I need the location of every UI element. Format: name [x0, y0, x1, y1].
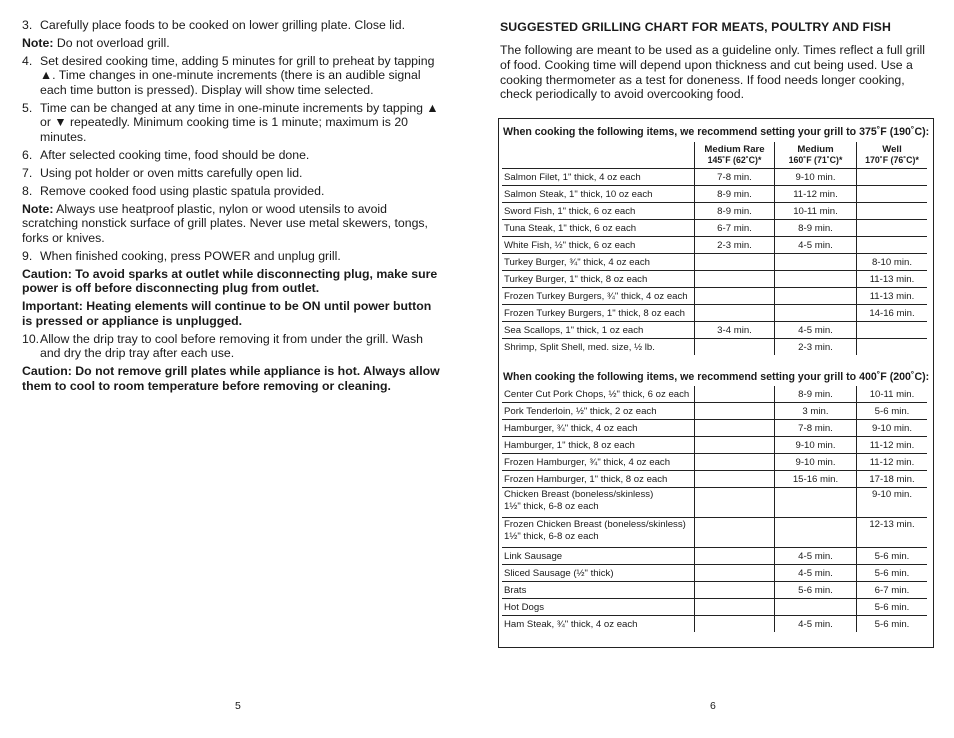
- table-row: [502, 454, 927, 471]
- step-text: Time can be changed at any time in one-minute increments by tapping ▲ or ▼ repeatedly. Minimum cooking time is 1 minute; maximum is 20 minutes.: [40, 100, 439, 145]
- cell-medium-rare: [695, 616, 775, 633]
- cell-well: 11-12 min.: [857, 437, 928, 454]
- cell-well: 9-10 min.: [857, 420, 928, 437]
- list-item: [22, 101, 442, 145]
- cell-item: [502, 616, 695, 633]
- item-name: Brats: [504, 584, 527, 596]
- cell-medium: 5-6 min.: [775, 582, 857, 599]
- step-number: 5.: [22, 100, 33, 115]
- cell-medium-rare: [695, 565, 775, 582]
- note-label: Note:: [22, 201, 54, 216]
- section-heading-375: When cooking the following items, we recommend setting your grill to 375˚F (190˚C):: [503, 126, 930, 138]
- cell-well: 8-10 min.: [857, 254, 928, 271]
- cell-item: [502, 488, 695, 518]
- cell-well: 11-13 min.: [857, 288, 928, 305]
- table-row: [502, 420, 927, 437]
- table-row: [502, 565, 927, 582]
- cell-well: 6-7 min.: [857, 582, 928, 599]
- note-text: Always use heatproof plastic, nylon or wood utensils to avoid scratching nonstick surface of grill plates. Never use metal skewers, tongs, forks or knives.: [22, 201, 428, 245]
- table-row: [502, 203, 927, 220]
- list-item: [22, 18, 442, 33]
- cell-medium: 8-9 min.: [775, 220, 857, 237]
- step-number: 3.: [22, 18, 33, 32]
- item-name: Turkey Burger, 1" thick, 8 oz each: [504, 273, 648, 285]
- header-temp: 170˚F (76˚C)*: [865, 155, 919, 165]
- cell-medium-rare: 8-9 min.: [695, 186, 775, 203]
- cell-medium: 4-5 min.: [775, 548, 857, 565]
- item-name: Frozen Turkey Burgers, 1" thick, 8 oz each: [504, 307, 685, 319]
- step-text: Remove cooked food using plastic spatula provided.: [40, 183, 325, 198]
- item-name: Chicken Breast (boneless/skinless): [504, 489, 654, 500]
- cell-item: [502, 565, 695, 582]
- cell-medium: 4-5 min.: [775, 322, 857, 339]
- header-label: Medium: [797, 144, 834, 155]
- step-text: Allow the drip tray to cool before removing it from under the grill. Wash and dry the drip tray after each use.: [40, 331, 423, 361]
- steps-list: [22, 54, 442, 199]
- table-row: [502, 471, 927, 488]
- item-name: Salmon Filet, 1" thick, 4 oz each: [504, 171, 641, 183]
- item-name: Frozen Hamburger, 1" thick, 8 oz each: [504, 473, 668, 485]
- step-text: After selected cooking time, food should be done.: [40, 147, 310, 162]
- item-name: Center Cut Pork Chops, ½" thick, 6 oz each: [504, 388, 690, 400]
- cell-well: 5-6 min.: [857, 548, 928, 565]
- cell-item: [502, 237, 695, 254]
- header-medium-rare: [695, 142, 775, 169]
- cell-well: [857, 322, 928, 339]
- cell-item: [502, 305, 695, 322]
- note-utensils: [22, 202, 442, 246]
- header-well: [857, 142, 928, 169]
- cell-well: [857, 339, 928, 356]
- table-row: [502, 254, 927, 271]
- cell-item: [502, 386, 695, 403]
- header-temp: 160˚F (71˚C)*: [788, 155, 843, 165]
- item-name: Frozen Chicken Breast (boneless/skinless): [504, 519, 686, 530]
- cell-well: [857, 169, 928, 186]
- cell-medium: 3 min.: [775, 403, 857, 420]
- table-row: [502, 599, 927, 616]
- cell-item: [502, 471, 695, 488]
- item-name: Frozen Turkey Burgers, ¾" thick, 4 oz each: [504, 290, 688, 302]
- cell-medium-rare: 6-7 min.: [695, 220, 775, 237]
- caution-plates: Caution: Do not remove grill plates while appliance is hot. Always allow them to cool to room temperature before removing or cleaning.: [22, 364, 440, 393]
- cell-well: 5-6 min.: [857, 599, 928, 616]
- step-number: 9.: [22, 248, 33, 263]
- step-text: Using pot holder or oven mitts carefully open lid.: [40, 165, 303, 180]
- caution-sparks: Caution: To avoid sparks at outlet while disconnecting plug, make sure power is off before disconnecting plug from outlet.: [22, 266, 438, 296]
- cell-well: 10-11 min.: [857, 386, 928, 403]
- note-text: Do not overload grill.: [53, 35, 170, 50]
- item-name: Pork Tenderloin, ½" thick, 2 oz each: [504, 405, 657, 417]
- cell-medium: [775, 254, 857, 271]
- cell-medium-rare: 7-8 min.: [695, 169, 775, 186]
- list-item: [22, 332, 442, 361]
- page-number-left: 5: [235, 700, 241, 712]
- cell-item: [502, 599, 695, 616]
- cell-well: 12-13 min.: [857, 518, 928, 548]
- table-row: [502, 322, 927, 339]
- header-label: Medium Rare: [704, 144, 765, 155]
- cell-item: [502, 454, 695, 471]
- cell-medium-rare: [695, 599, 775, 616]
- cell-item: [502, 254, 695, 271]
- cell-item: [502, 518, 695, 548]
- cell-medium: 9-10 min.: [775, 169, 857, 186]
- table-row: [502, 386, 927, 403]
- note-label: Note:: [22, 35, 54, 50]
- step-number: 7.: [22, 165, 33, 180]
- cell-medium: [775, 518, 857, 548]
- cell-medium-rare: [695, 437, 775, 454]
- cell-item: [502, 403, 695, 420]
- cell-well: 17-18 min.: [857, 471, 928, 488]
- cell-medium: 4-5 min.: [775, 616, 857, 633]
- cell-well: [857, 203, 928, 220]
- cell-medium-rare: [695, 305, 775, 322]
- cell-item: [502, 220, 695, 237]
- item-name: Sword Fish, 1" thick, 6 oz each: [504, 205, 636, 217]
- item-name: Link Sausage: [504, 550, 563, 562]
- header-medium: [775, 142, 857, 169]
- cell-item: [502, 186, 695, 203]
- list-item: [22, 249, 442, 264]
- cell-medium: 15-16 min.: [775, 471, 857, 488]
- item-name: Shrimp, Split Shell, med. size, ½ lb.: [504, 341, 655, 353]
- cell-well: 5-6 min.: [857, 403, 928, 420]
- cell-medium-rare: 3-4 min.: [695, 322, 775, 339]
- item-detail: 1½" thick, 6-8 oz each: [504, 531, 599, 542]
- item-name: Hamburger, 1" thick, 8 oz each: [504, 439, 635, 451]
- item-name: Sea Scallops, 1" thick, 1 oz each: [504, 324, 644, 336]
- cell-well: [857, 220, 928, 237]
- cell-item: [502, 169, 695, 186]
- table-row: [502, 437, 927, 454]
- item-name: White Fish, ½" thick, 6 oz each: [504, 239, 636, 251]
- grilling-table-400: [502, 386, 927, 632]
- item-detail: 1½" thick, 6-8 oz each: [504, 501, 599, 512]
- list-item: [22, 54, 442, 98]
- item-name: Turkey Burger, ¾" thick, 4 oz each: [504, 256, 650, 268]
- cell-medium-rare: [695, 288, 775, 305]
- left-page: [22, 18, 442, 397]
- table-row: [502, 582, 927, 599]
- section-heading-400: When cooking the following items, we recommend setting your grill to 400˚F (200˚C):: [503, 371, 930, 383]
- cell-item: [502, 420, 695, 437]
- cell-well: 11-12 min.: [857, 454, 928, 471]
- cell-medium-rare: [695, 386, 775, 403]
- table-row: [502, 220, 927, 237]
- grilling-table-375: [502, 142, 927, 355]
- cell-medium-rare: [695, 582, 775, 599]
- cell-medium-rare: [695, 271, 775, 288]
- cell-medium: [775, 305, 857, 322]
- item-name: Sliced Sausage (½" thick): [504, 567, 614, 579]
- table-row: [502, 339, 927, 356]
- cell-medium-rare: [695, 254, 775, 271]
- note-overload: [22, 36, 442, 51]
- cell-item: [502, 288, 695, 305]
- item-name: Frozen Hamburger, ¾" thick, 4 oz each: [504, 456, 671, 468]
- cell-item: [502, 271, 695, 288]
- cell-well: 11-13 min.: [857, 271, 928, 288]
- cell-medium-rare: [695, 403, 775, 420]
- cell-well: 5-6 min.: [857, 565, 928, 582]
- cell-item: [502, 203, 695, 220]
- cell-medium: 9-10 min.: [775, 437, 857, 454]
- step-text: When finished cooking, press POWER and unplug grill.: [40, 248, 341, 263]
- table-row: [502, 548, 927, 565]
- page-number-right: 6: [710, 700, 716, 712]
- header-item: [502, 142, 695, 169]
- step-number: 10.: [22, 331, 40, 346]
- cell-item: [502, 548, 695, 565]
- cell-medium: 4-5 min.: [775, 237, 857, 254]
- table-row: [502, 186, 927, 203]
- cell-item: [502, 322, 695, 339]
- step-number: 6.: [22, 147, 33, 162]
- important-heating: Important: Heating elements will continue to be ON until power button is pressed or appliance is unplugged.: [22, 299, 432, 328]
- cell-medium-rare: [695, 339, 775, 356]
- cell-medium-rare: 8-9 min.: [695, 203, 775, 220]
- cell-item: [502, 582, 695, 599]
- cell-medium-rare: [695, 488, 775, 518]
- cell-medium: 9-10 min.: [775, 454, 857, 471]
- table-row: [502, 271, 927, 288]
- cell-well: 9-10 min.: [857, 488, 928, 518]
- table-row: [502, 616, 927, 633]
- cell-medium: [775, 288, 857, 305]
- header-label: Well: [882, 144, 902, 155]
- header-temp: 145˚F (62˚C)*: [707, 155, 762, 165]
- cell-well: 14-16 min.: [857, 305, 928, 322]
- cell-medium: 11-12 min.: [775, 186, 857, 203]
- cell-medium: 10-11 min.: [775, 203, 857, 220]
- table-row: [502, 518, 927, 548]
- step-number: 8.: [22, 183, 33, 198]
- item-name: Salmon Steak, 1" thick, 10 oz each: [504, 188, 653, 200]
- cell-well: [857, 237, 928, 254]
- cell-medium: 4-5 min.: [775, 565, 857, 582]
- table-row: [502, 288, 927, 305]
- cell-medium: 8-9 min.: [775, 386, 857, 403]
- chart-intro: The following are meant to be used as a guideline only. Times reflect a full grill of food. Cooking time will depend upon thickness and cut being used. Use a cooking thermometer as a test for doneness. If food needs longer cooking, check periodically to avoid overcooking food.: [500, 43, 925, 102]
- cell-item: [502, 437, 695, 454]
- cell-medium: 2-3 min.: [775, 339, 857, 356]
- item-name: Hamburger, ¾" thick, 4 oz each: [504, 422, 638, 434]
- table-row: [502, 169, 927, 186]
- chart-title: SUGGESTED GRILLING CHART FOR MEATS, POULTRY AND FISH: [500, 20, 891, 34]
- steps-list: [22, 18, 442, 33]
- table-row: [502, 403, 927, 420]
- step-text: Set desired cooking time, adding 5 minutes for grill to preheat by tapping ▲. Time changes in one-minute increments (there is an audible signal each time button is pressed). Display will show time selected.: [40, 53, 435, 97]
- cell-medium-rare: 2-3 min.: [695, 237, 775, 254]
- cell-medium: [775, 599, 857, 616]
- item-name: Tuna Steak, 1" thick, 6 oz each: [504, 222, 637, 234]
- cell-item: [502, 339, 695, 356]
- cell-medium-rare: [695, 454, 775, 471]
- cell-medium-rare: [695, 420, 775, 437]
- cell-medium: [775, 271, 857, 288]
- table-row: [502, 237, 927, 254]
- step-text: Carefully place foods to be cooked on lower grilling plate. Close lid.: [40, 18, 406, 32]
- item-name: Hot Dogs: [504, 601, 544, 613]
- cell-well: [857, 186, 928, 203]
- table-header-row: [502, 142, 927, 169]
- cell-medium: 7-8 min.: [775, 420, 857, 437]
- cell-medium-rare: [695, 548, 775, 565]
- table-row: [502, 305, 927, 322]
- steps-list: [22, 249, 442, 264]
- cell-medium-rare: [695, 471, 775, 488]
- cell-well: 5-6 min.: [874, 618, 910, 630]
- list-item: [22, 184, 442, 199]
- table-row: [502, 488, 927, 518]
- grilling-chart: [498, 118, 934, 648]
- steps-list: [22, 332, 442, 361]
- cell-medium: [775, 488, 857, 518]
- list-item: [22, 166, 442, 181]
- item-name: Ham Steak, ¾" thick, 4 oz each: [504, 618, 638, 630]
- list-item: [22, 148, 442, 163]
- cell-medium-rare: [695, 518, 775, 548]
- step-number: 4.: [22, 53, 33, 68]
